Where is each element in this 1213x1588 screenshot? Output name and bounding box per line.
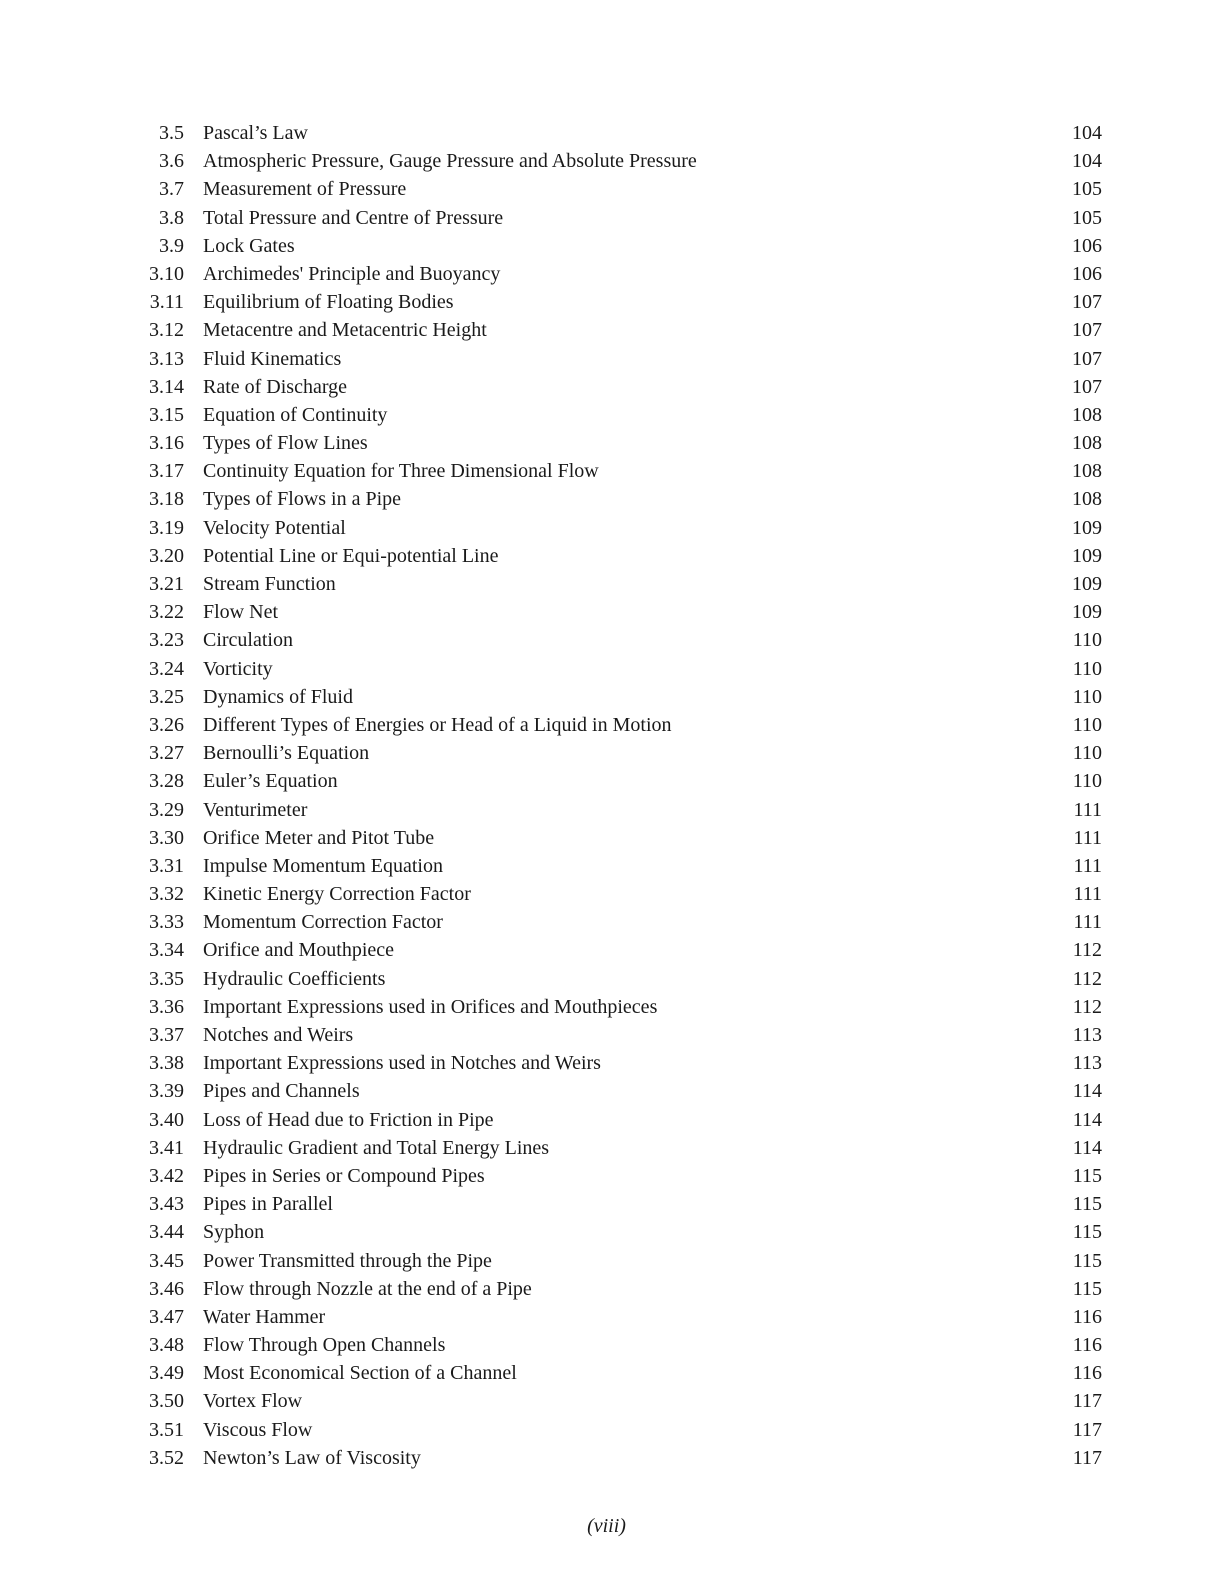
page-reference: 117	[1072, 1446, 1102, 1469]
section-number: 3.21	[149, 573, 184, 595]
section-number: 3.32	[149, 883, 184, 906]
section-title: Momentum Correction Factor	[203, 911, 443, 934]
toc-entry	[140, 260, 1102, 288]
section-title: Equation of Continuity	[203, 403, 388, 426]
toc-entry	[140, 796, 1102, 824]
section-title: Flow Net	[203, 601, 278, 624]
toc-entry	[140, 345, 1102, 373]
section-title: Continuity Equation for Three Dimensional Flow	[203, 460, 599, 483]
toc-entry	[140, 1134, 1102, 1162]
section-title: Most Economical Section of a Channel	[203, 1362, 517, 1385]
page-reference: 115	[1072, 1277, 1102, 1300]
toc-entry	[140, 1416, 1102, 1444]
page-reference: 108	[1072, 460, 1102, 483]
section-title: Types of Flow Lines	[203, 432, 368, 455]
section-number: 3.46	[149, 1277, 184, 1300]
section-title: Pascal’s Law	[203, 122, 308, 144]
page-reference: 111	[1073, 911, 1102, 934]
page-reference: 104	[1072, 150, 1102, 173]
page-reference: 108	[1072, 403, 1102, 426]
section-title: Vortex Flow	[203, 1390, 303, 1413]
section-number: 3.50	[149, 1390, 184, 1413]
toc-entry	[140, 373, 1102, 401]
section-title: Different Types of Energies or Head of a Liquid in Motion	[203, 713, 672, 736]
page-reference: 107	[1072, 291, 1102, 314]
toc-entry	[140, 1077, 1102, 1105]
section-title: Euler’s Equation	[203, 770, 338, 793]
table-of-contents	[140, 119, 1102, 1472]
section-number: 3.45	[149, 1249, 184, 1272]
section-number: 3.52	[149, 1446, 184, 1469]
toc-entry	[140, 908, 1102, 936]
page-reference: 114	[1072, 1080, 1102, 1103]
page-reference: 106	[1072, 234, 1102, 257]
section-title: Hydraulic Coefficients	[203, 967, 386, 990]
section-number: 3.30	[149, 826, 184, 849]
section-number: 3.27	[149, 742, 184, 765]
toc-entry	[140, 683, 1102, 711]
toc-entry	[140, 1331, 1102, 1359]
page-number: (viii)	[587, 1515, 626, 1537]
section-title: Important Expressions used in Notches and Weirs	[203, 1052, 601, 1075]
page-reference: 110	[1072, 685, 1102, 708]
section-number: 3.33	[149, 911, 184, 934]
section-title: Flow Through Open Channels	[203, 1334, 446, 1357]
section-title: Bernoulli’s Equation	[203, 742, 370, 765]
toc-entry	[140, 767, 1102, 795]
toc-entry	[140, 1049, 1102, 1077]
section-number: 3.18	[149, 488, 184, 511]
section-title: Orifice and Mouthpiece	[203, 939, 395, 962]
section-number: 3.6	[159, 150, 184, 173]
section-title: Vorticity	[203, 657, 273, 680]
section-number: 3.22	[149, 601, 184, 624]
toc-entry	[140, 1190, 1102, 1218]
section-number: 3.36	[149, 995, 184, 1018]
toc-entry	[140, 1218, 1102, 1246]
section-title: Notches and Weirs	[203, 1024, 354, 1046]
toc-entry	[140, 1021, 1102, 1049]
toc-entry	[140, 288, 1102, 316]
section-title: Circulation	[203, 629, 293, 652]
page-reference: 111	[1073, 883, 1102, 906]
toc-entry	[140, 1359, 1102, 1387]
page-reference: 110	[1072, 742, 1102, 765]
section-number: 3.13	[149, 347, 184, 370]
section-number: 3.11	[149, 291, 184, 314]
toc-entry	[140, 401, 1102, 429]
section-number: 3.5	[159, 122, 184, 144]
page-reference: 115	[1072, 1249, 1102, 1272]
toc-entry	[140, 316, 1102, 344]
toc-entry	[140, 852, 1102, 880]
toc-entry	[140, 514, 1102, 542]
page-reference: 107	[1072, 319, 1102, 342]
section-title: Measurement of Pressure	[203, 178, 407, 201]
section-number: 3.14	[149, 375, 184, 398]
section-title: Potential Line or Equi-potential Line	[203, 544, 499, 567]
toc-entry	[140, 147, 1102, 175]
section-number: 3.40	[149, 1108, 184, 1131]
page-reference: 111	[1073, 826, 1102, 849]
toc-entry	[140, 570, 1102, 598]
page-reference: 110	[1072, 629, 1102, 652]
page-reference: 112	[1072, 967, 1102, 990]
toc-entry	[140, 175, 1102, 203]
section-title: Fluid Kinematics	[203, 347, 342, 370]
toc-entry	[140, 711, 1102, 739]
section-title: Hydraulic Gradient and Total Energy Lines	[203, 1136, 550, 1159]
page-reference: 105	[1072, 178, 1102, 201]
toc-entry	[140, 204, 1102, 232]
toc-entry	[140, 655, 1102, 683]
page-reference: 113	[1072, 1052, 1102, 1075]
section-number: 3.38	[149, 1052, 184, 1075]
section-number: 3.39	[149, 1080, 184, 1103]
section-number: 3.23	[149, 629, 184, 652]
toc-entry	[140, 824, 1102, 852]
page-reference: 115	[1072, 1193, 1102, 1216]
page-reference: 115	[1072, 1221, 1102, 1244]
page-reference: 105	[1072, 206, 1102, 229]
section-title: Newton’s Law of Viscosity	[203, 1446, 421, 1469]
section-number: 3.16	[149, 432, 184, 455]
section-title: Pipes in Parallel	[203, 1193, 333, 1216]
section-title: Pipes and Channels	[203, 1080, 360, 1103]
toc-entry	[140, 1303, 1102, 1331]
page-reference: 114	[1072, 1108, 1102, 1131]
section-title: Atmospheric Pressure, Gauge Pressure and Absolute Pressure	[203, 150, 697, 173]
page-reference: 109	[1072, 516, 1102, 539]
section-number: 3.9	[159, 234, 184, 257]
section-title: Power Transmitted through the Pipe	[203, 1249, 492, 1272]
toc-entry	[140, 965, 1102, 993]
section-title: Velocity Potential	[203, 516, 346, 539]
section-title: Viscous Flow	[203, 1418, 313, 1441]
page-reference: 110	[1072, 657, 1102, 680]
section-title: Loss of Head due to Friction in Pipe	[203, 1108, 494, 1131]
section-number: 3.49	[149, 1362, 184, 1385]
section-number: 3.43	[149, 1193, 184, 1216]
section-number: 3.37	[149, 1024, 184, 1046]
toc-entry	[140, 598, 1102, 626]
page-reference: 116	[1072, 1362, 1102, 1385]
section-title: Important Expressions used in Orifices and Mouthpieces	[203, 995, 658, 1018]
section-number: 3.24	[149, 657, 184, 680]
toc-entry	[140, 880, 1102, 908]
page-reference: 110	[1072, 770, 1102, 793]
page-reference: 117	[1072, 1390, 1102, 1413]
section-title: Equilibrium of Floating Bodies	[203, 291, 454, 314]
section-number: 3.17	[149, 460, 184, 483]
section-title: Rate of Discharge	[203, 375, 348, 398]
section-title: Water Hammer	[203, 1305, 326, 1328]
section-number: 3.44	[149, 1221, 184, 1244]
toc-entry	[140, 626, 1102, 654]
page-reference: 112	[1072, 939, 1102, 962]
toc-entry	[140, 739, 1102, 767]
toc-entry	[140, 485, 1102, 513]
section-title: Metacentre and Metacentric Height	[203, 319, 487, 342]
toc-entry	[140, 1275, 1102, 1303]
section-number: 3.47	[149, 1305, 184, 1328]
section-number: 3.48	[149, 1334, 184, 1357]
toc-entry	[140, 936, 1102, 964]
toc-entry	[140, 1247, 1102, 1275]
section-number: 3.25	[149, 685, 184, 708]
section-title: Pipes in Series or Compound Pipes	[203, 1164, 485, 1187]
section-number: 3.26	[149, 713, 184, 736]
page-reference: 115	[1072, 1164, 1102, 1187]
section-title: Orifice Meter and Pitot Tube	[203, 826, 435, 849]
section-title: Impulse Momentum Equation	[203, 854, 443, 877]
section-title: Total Pressure and Centre of Pressure	[203, 206, 504, 229]
section-number: 3.20	[149, 544, 184, 567]
page-reference: 116	[1072, 1334, 1102, 1357]
section-number: 3.35	[149, 967, 184, 990]
toc-entry	[140, 542, 1102, 570]
section-number: 3.10	[149, 262, 184, 285]
section-title: Flow through Nozzle at the end of a Pipe	[203, 1277, 532, 1300]
page-reference: 114	[1072, 1136, 1102, 1159]
section-title: Archimedes' Principle and Buoyancy	[203, 262, 501, 285]
page-reference: 109	[1072, 573, 1102, 595]
page-reference: 107	[1072, 375, 1102, 398]
section-title: Stream Function	[203, 573, 336, 595]
section-title: Syphon	[203, 1221, 265, 1244]
page-reference: 107	[1072, 347, 1102, 370]
page-reference: 108	[1072, 432, 1102, 455]
section-title: Kinetic Energy Correction Factor	[203, 883, 471, 906]
page-reference: 113	[1072, 1024, 1102, 1046]
page-reference: 109	[1072, 601, 1102, 624]
section-number: 3.31	[149, 854, 184, 877]
section-number: 3.7	[159, 178, 184, 201]
section-title: Dynamics of Fluid	[203, 685, 353, 708]
toc-entry	[140, 119, 1102, 147]
page-reference: 106	[1072, 262, 1102, 285]
section-title: Venturimeter	[203, 798, 308, 821]
toc-entry	[140, 1387, 1102, 1415]
section-number: 3.34	[149, 939, 184, 962]
page-reference: 108	[1072, 488, 1102, 511]
section-number: 3.15	[149, 403, 184, 426]
page-reference: 104	[1072, 122, 1102, 144]
toc-entry	[140, 1106, 1102, 1134]
section-number: 3.19	[149, 516, 184, 539]
section-number: 3.28	[149, 770, 184, 793]
toc-entry	[140, 1444, 1102, 1472]
toc-entry	[140, 1162, 1102, 1190]
section-number: 3.41	[149, 1136, 184, 1159]
section-title: Lock Gates	[203, 234, 295, 257]
section-number: 3.12	[149, 319, 184, 342]
section-number: 3.29	[149, 798, 184, 821]
toc-entry	[140, 993, 1102, 1021]
page-reference: 110	[1072, 713, 1102, 736]
toc-entry	[140, 429, 1102, 457]
section-title: Types of Flows in a Pipe	[203, 488, 402, 511]
page-reference: 117	[1072, 1418, 1102, 1441]
page-reference: 109	[1072, 544, 1102, 567]
page-reference: 112	[1072, 995, 1102, 1018]
section-number: 3.42	[149, 1164, 184, 1187]
toc-entry	[140, 457, 1102, 485]
section-number: 3.51	[149, 1418, 184, 1441]
section-number: 3.8	[159, 206, 184, 229]
toc-entry	[140, 232, 1102, 260]
page-reference: 116	[1072, 1305, 1102, 1328]
page-reference: 111	[1073, 854, 1102, 877]
page-reference: 111	[1073, 798, 1102, 821]
